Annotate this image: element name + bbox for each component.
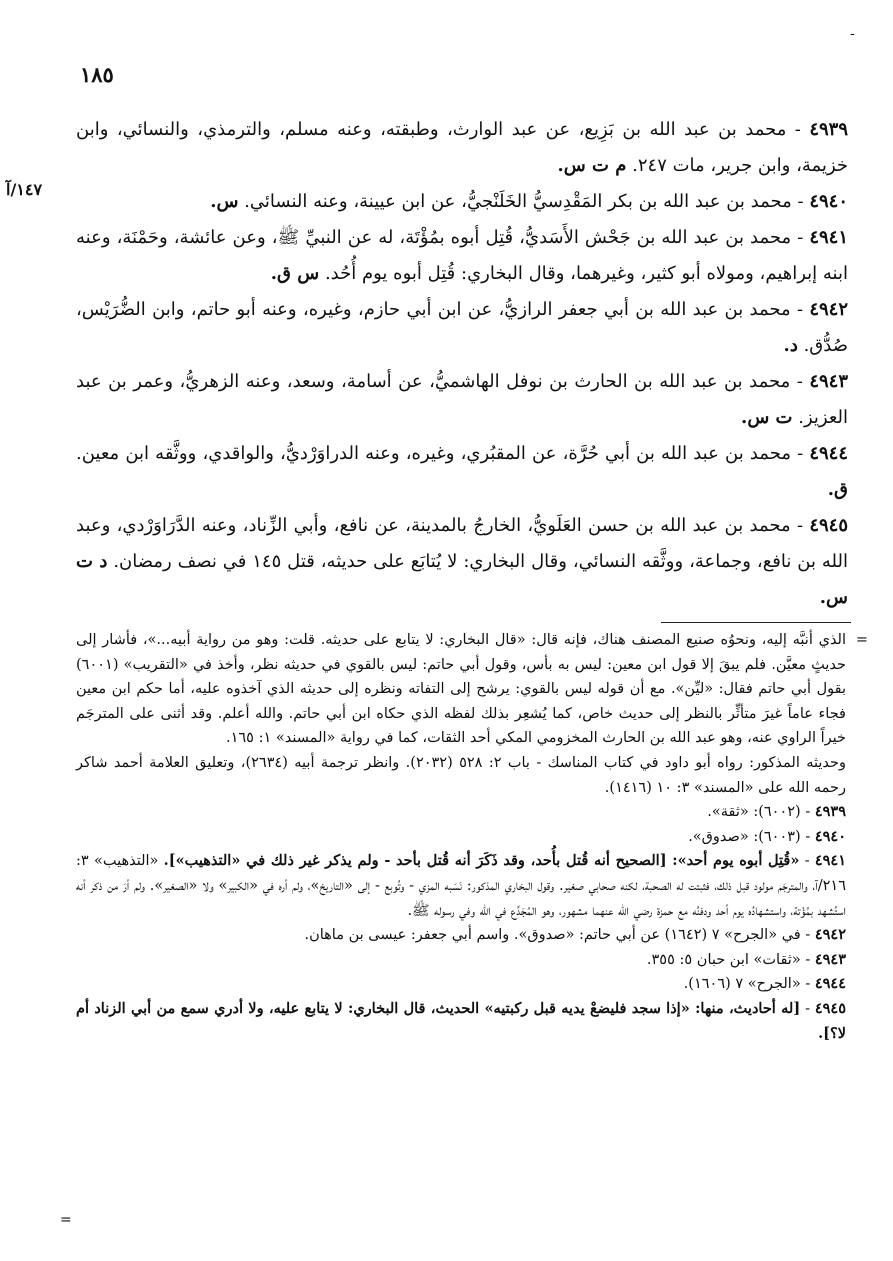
footnote-number: ٤٩٤١ bbox=[814, 852, 847, 870]
footnote-number: ٤٩٤٠ bbox=[814, 827, 846, 845]
footnote-lead: [له أحاديث، منها: «إذا سجد فليضعْ يديه قبل ركبتيه» الحديث، قال البخاري: لا يتابع عليه، ولا أدري سمع من أبي الزناد أم لا؟]. bbox=[76, 999, 846, 1042]
entry: ٤٩٤٢ - محمد بن عبد الله بن أبي جعفر الرازيُّ، عن ابن أبي حازم، وغيره، وعنه أبو حاتم، وابن الضُّرَيْس، صُدُّق. د. bbox=[76, 299, 848, 356]
footnote-item: ٤٩٤٢ - في «الجرح» ٧ (١٦٤٢) عن أبي حاتم: «صدوق». واسم أبي جعفر: عيسى بن ماهان. bbox=[304, 926, 846, 944]
entry: ٤٩٣٩ - محمد بن عبد الله بن بَزِيع، عن عبد الوارث، وطبقته، وعنه مسلم، والترمذي، والنسائي، وابن خزيمة، وابن جرير، مات ٢٤٧. م ت س. bbox=[76, 119, 848, 176]
footnotes bbox=[76, 628, 868, 1046]
footnote-item: ٤٩٣٩ - (٦٠٠٢): «ثقة». bbox=[707, 803, 846, 821]
entry-text: محمد بن عبد الله بن حسن العَلَويُّ، الخارجُ بالمدينة، عن نافع، وأبي الزِّناد، وعنه الدَّرَاوَرْدي، وعبد الله بن نافع، وجماعة، ووثَّقه النسائي، وقال البخاري: لا يُتابَع على حديثه، قتل ١٤٥ في نصف رمضان. bbox=[76, 515, 848, 572]
footnote-item: ٤٩٤١ - «قُتِل أبوه يوم أحد»: [الصحيح أنه قُتل بأُحد، وقد ذَكَرَ أنه قُتل بأحد - ولم يذكر غير ذلك في «التذهيب»]. «التذهيب» ٣: ٢١٦/آ، والمترجَم مولود قبل ذلك، فثبتت له الصحبة، لكنه صحابي صغير. وقول البخاري المذكور: نَسَبه المزي - وتُوبع - إلى «التاريخ»، ولم أره في «الكبير» ولا «الصغير». ولم أرَ من ذكر أنه استُشهد بمُؤْتة، واستشهادُه يوم أحد ودفنُه مع حمزة رضي الله عنهما مشهور، وهو المُجَدَّع في الله وفي رسوله ﷺ. bbox=[76, 852, 847, 919]
entry-text: محمد بن عبد الله بن بكر المَقْدِسيُّ الخَلَنْجيُّ، عن ابن عيينة، وعنه النسائي. bbox=[244, 191, 792, 212]
footnote-item: ٤٩٤٠ - (٦٠٠٣): «صدوق». bbox=[688, 827, 846, 845]
footnote-text: (٦٠٠٣): «صدوق». bbox=[688, 828, 801, 845]
entry-symbols: س. bbox=[210, 191, 239, 212]
entry-text: محمد بن عبد الله بن جَحْش الأَسَديُّ، قُتِل أبوه بمُؤْتَة، له عن النبيِّ ﷺ، وعن عائشة، وحَمْنَة، وعنه ابنه إبراهيم، ومولاه أبو كثير، وغيرهما، وقال البخاري: قُتِل أبوه يوم أُحُد. bbox=[76, 227, 848, 284]
footnote-lead: «قُتِل أبوه يوم أحد»: [الصحيح أنه قُتل بأُحد، وقد ذَكَرَ أنه قُتل بأحد - ولم يذكر غير ذلك في «التذهيب»]. bbox=[163, 852, 800, 870]
footnote-number: ٤٩٤٣ bbox=[814, 950, 846, 968]
entry: ٤٩٤٤ - محمد بن عبد الله بن أبي حُرَّة، عن المقبُري، وغيره، وعنه الدراوَرْديُّ، والواقدي، ووثَّقه ابن معين. ق. bbox=[76, 443, 848, 500]
continuation-mark: = bbox=[855, 632, 868, 648]
entry: ٤٩٤٠ - محمد بن عبد الله بن بكر المَقْدِسيُّ الخَلَنْجيُّ، عن ابن عيينة، وعنه النسائي. س. bbox=[210, 191, 848, 212]
footnote-continuation bbox=[76, 628, 868, 751]
entry-text: محمد بن عبد الله بن أبي حُرَّة، عن المقبُري، وغيره، وعنه الدراوَرْديُّ، والواقدي، ووثَّقه ابن معين. bbox=[76, 443, 791, 464]
footnote-text: «ثقات» ابن حبان ٥: ٣٥٥. bbox=[646, 951, 801, 968]
footnote-divider bbox=[661, 622, 851, 623]
margin-reference: ١٤٧/آ bbox=[6, 180, 43, 199]
footnote-number: ٤٩٤٥ bbox=[814, 999, 846, 1017]
footnote-text: «التذهيب» ٣: ٢١٦/آ، والمترجَم مولود قبل ذلك، فثبتت له الصحبة، لكنه صحابي صغير. وقول البخاري المذكور: نَسَبه المزي - وتُوبع - إلى «التاريخ»، ولم أره في «الكبير» ولا «الصغير». ولم أرَ من ذكر أنه استُشهد بمُؤْتة، واستشهادُه يوم أحد ودفنُه مع حمزة رضي الله عنهما مشهور، وهو المُجَدَّع في الله وفي رسوله ﷺ. bbox=[76, 853, 846, 919]
footnote-continuation bbox=[76, 751, 846, 800]
entry-number: ٤٩٤٢ bbox=[809, 299, 848, 320]
entry-number: ٤٩٤٤ bbox=[809, 443, 848, 464]
bottom-continuation-mark: = bbox=[60, 1212, 72, 1228]
entry-symbols: ق. bbox=[827, 479, 848, 500]
entry-number: ٤٩٤٥ bbox=[809, 515, 848, 536]
entry-text: محمد بن عبد الله بن الحارث بن نوفل الهاشميُّ، عن أسامة، وسعد، وعنه الزهريُّ، وعمر بن عبد العزيز. bbox=[76, 371, 848, 428]
footnote-number: ٤٩٤٢ bbox=[814, 926, 846, 944]
entry: ٤٩٤٥ - محمد بن عبد الله بن حسن العَلَويُّ، الخارجُ بالمدينة، عن نافع، وأبي الزِّناد، وعنه الدَّرَاوَرْدي، وعبد الله بن نافع، وجماعة، ووثَّقه النسائي، وقال البخاري: لا يُتابَع على حديثه، قتل ١٤٥ في نصف رمضان. د ت س. bbox=[76, 515, 848, 608]
footnote-text: (٦٠٠٢): «ثقة». bbox=[707, 804, 801, 821]
entry-number: ٤٩٤٣ bbox=[809, 371, 848, 392]
entry: ٤٩٤١ - محمد بن عبد الله بن جَحْش الأَسَديُّ، قُتِل أبوه بمُؤْتَة، له عن النبيِّ ﷺ، وعن عائشة، وحَمْنَة، وعنه ابنه إبراهيم، ومولاه أبو كثير، وغيرهما، وقال البخاري: قُتِل أبوه يوم أُحُد. س ق. bbox=[76, 227, 848, 284]
corner-mark: - bbox=[850, 26, 855, 42]
entry-symbols: م ت س. bbox=[557, 155, 627, 176]
entry-number: ٤٩٤١ bbox=[809, 227, 848, 248]
entry-text: محمد بن عبد الله بن بَزِيع، عن عبد الوارث، وطبقته، وعنه مسلم، والترمذي، والنسائي، وابن خزيمة، وابن جرير، مات ٢٤٧. bbox=[76, 119, 848, 176]
footnote-item: ٤٩٤٤ - «الجرح» ٧ (١٦٠٦). bbox=[683, 975, 846, 993]
entry-symbols: س ق. bbox=[270, 263, 320, 284]
main-text bbox=[76, 112, 848, 616]
entry-symbols: ت س. bbox=[741, 407, 793, 428]
footnote-number: ٤٩٣٩ bbox=[814, 803, 846, 821]
entry-symbols: د ت س. bbox=[76, 551, 848, 608]
footnote-item: ٤٩٤٣ - «ثقات» ابن حبان ٥: ٣٥٥. bbox=[646, 950, 846, 968]
footnote-text: وحديثه المذكور: رواه أبو داود في كتاب المناسك - باب ٢: ٥٢٨ (٢٠٣٢). وانظر ترجمة أبيه (٢٦٣٤)، وتعليق العلامة أحمد شاكر رحمه الله على «المسند» ٣: ١٠ (١٤١٦). bbox=[76, 754, 846, 796]
footnote-number: ٤٩٤٤ bbox=[814, 975, 846, 993]
footnote-text: في «الجرح» ٧ (١٦٤٢) عن أبي حاتم: «صدوق». واسم أبي جعفر: عيسى بن ماهان. bbox=[304, 927, 801, 944]
entry-number: ٤٩٣٩ bbox=[809, 119, 848, 140]
footnote-item: ٤٩٤٥ - [له أحاديث، منها: «إذا سجد فليضعْ يديه قبل ركبتيه» الحديث، قال البخاري: لا يتابع عليه، ولا أدري سمع من أبي الزناد أم لا؟]. bbox=[76, 999, 846, 1042]
page-number: ١٨٥ bbox=[80, 62, 114, 87]
entry: ٤٩٤٣ - محمد بن عبد الله بن الحارث بن نوفل الهاشميُّ، عن أسامة، وسعد، وعنه الزهريُّ، وعمر بن عبد العزيز. ت س. bbox=[76, 371, 848, 428]
entry-text: محمد بن عبد الله بن أبي جعفر الرازيُّ، عن ابن أبي حازم، وغيره، وعنه أبو حاتم، وابن الضُّرَيْس، صُدُّق. bbox=[76, 299, 848, 356]
footnote-text: الذي أنبَّه إليه، ونحوُه صنيع المصنف هناك، فإنه قال: «قال البخاري: لا يتابع على حديثه. قلت: وهو من رواية أبيه...»، فأشار إلى حديثٍ معيَّن. فلم يبقَ إلا قول ابن معين: ليس به بأس، وقول أبي حاتم: ليس بالقوي في حديثه نظر، وأخذ في «التقريب» (٦٠٠١) بقول أبي حاتم فقال: «ليِّن». مع أن قوله ليس بالقوي: يرشح إلى التفاته ونظره إلى حديثه الذي آخذوه عليه، أما حكم ابن معين فجاء عاماً غيرَ متأثِّر بالنظر إلى حديث خاص، كما يُشعِر بذلك لفظه الذي حكاه ابن أبي حاتم. والله أعلم. وقد أثنى على المترجَم خيراً الراوي عنه، وهو عبد الله بن الحارث المخزومي المكي أحد الثقات، كما في رواية «المسند» ١: ١٦٥. bbox=[76, 632, 846, 747]
footnote-text: «الجرح» ٧ (١٦٠٦). bbox=[683, 976, 801, 993]
entry-number: ٤٩٤٠ bbox=[809, 191, 848, 212]
entry-symbols: د. bbox=[783, 335, 798, 356]
